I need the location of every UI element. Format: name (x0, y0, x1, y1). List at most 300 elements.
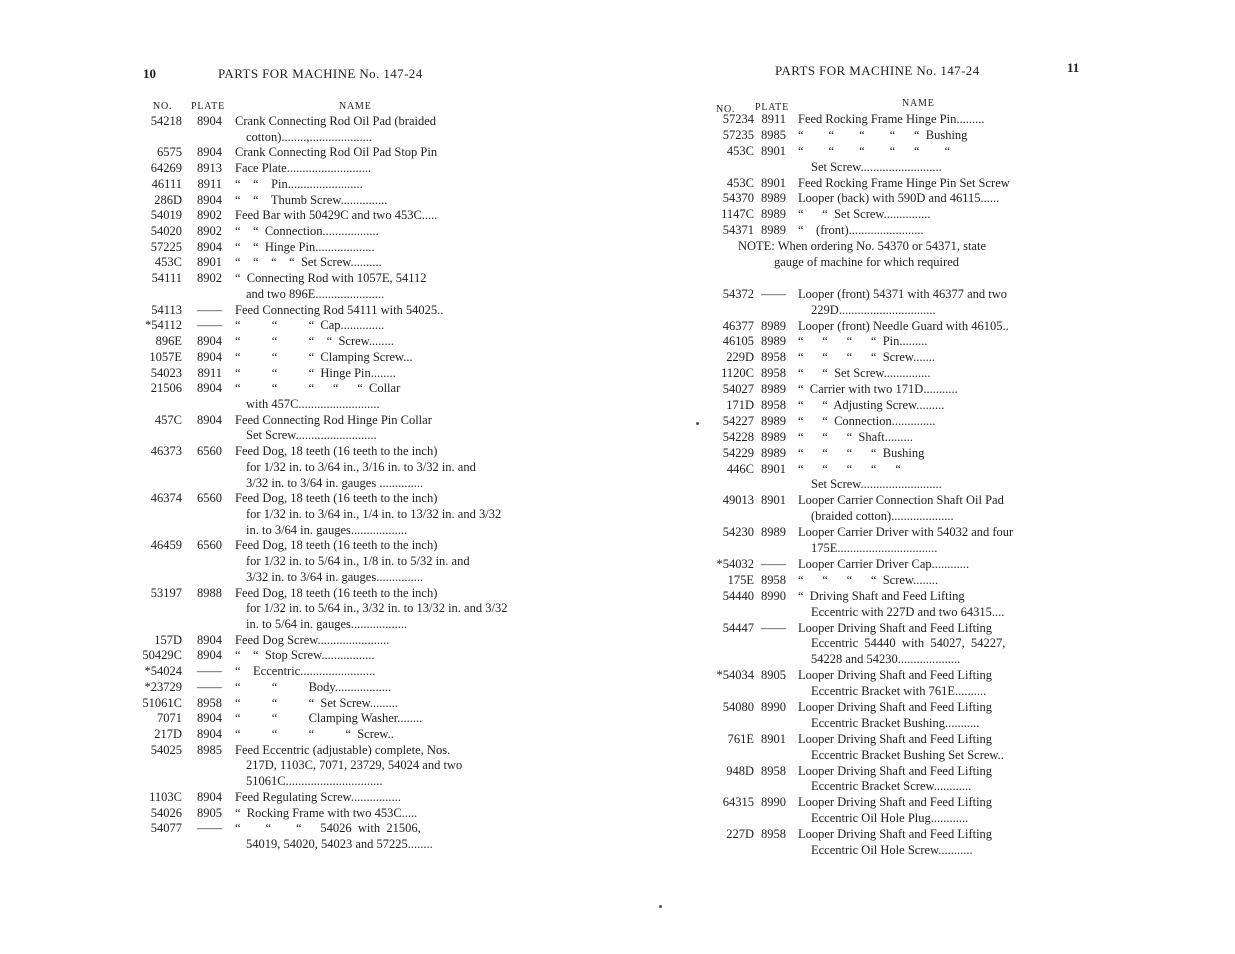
part-row-continuation (0, 837, 600, 853)
plate-number: 8904 (197, 145, 222, 160)
part-row (0, 318, 600, 334)
part-number: 46377 (722, 318, 754, 333)
part-row-continuation (0, 507, 600, 523)
part-name: Looper Driving Shaft and Feed Lifting (798, 827, 993, 842)
part-row (618, 128, 1235, 144)
part-number: 54230 (722, 525, 754, 540)
part-row-continuation (618, 811, 1235, 827)
part-row (618, 827, 1235, 843)
column-header-plate: PLATE (191, 101, 225, 112)
part-number: 54229 (722, 445, 754, 460)
plate-number: 8958 (761, 350, 786, 365)
part-row (0, 444, 600, 460)
part-number: 64315 (722, 795, 754, 810)
part-number: 50429C (142, 648, 182, 663)
plate-number: 8901 (761, 493, 786, 508)
plate-number: 8911 (197, 365, 222, 380)
part-row (618, 382, 1235, 398)
part-name: “ “ “ “ “ Bushing (798, 127, 968, 142)
part-name: Feed Rocking Frame Hinge Pin Set Screw (798, 175, 1010, 190)
part-row-continuation (618, 509, 1235, 525)
plate-number: 8989 (761, 382, 786, 397)
plate-number: —— (197, 821, 222, 836)
part-name: Set Screw.......................... (811, 477, 942, 492)
part-name: “ “ Pin........................ (235, 176, 363, 191)
part-number: 171D (726, 398, 754, 413)
part-number: 7071 (157, 711, 182, 726)
part-row-continuation (618, 160, 1235, 176)
part-number: 453C (154, 255, 182, 270)
part-name: Eccentric Bracket Bushing Set Screw.. (811, 747, 1004, 762)
plate-number: 8958 (761, 398, 786, 413)
part-name: Looper (back) with 590D and 46115...... (798, 191, 1000, 206)
part-number: 54023 (150, 365, 182, 380)
part-row-continuation (0, 601, 600, 617)
part-name: “ “ Set Screw............... (798, 207, 931, 222)
part-row (0, 381, 600, 397)
part-number: 54227 (722, 413, 754, 428)
part-name: “ “ “ “ Screw........ (235, 334, 394, 349)
plate-number: 6560 (197, 538, 222, 553)
part-number: 64269 (150, 161, 182, 176)
part-name: “ “ “ 54026 with 21506, (235, 821, 421, 836)
part-number: 46105 (722, 334, 754, 349)
plate-number: —— (761, 620, 786, 635)
part-number: 54025 (150, 742, 182, 757)
part-number: 54370 (722, 191, 754, 206)
part-name: Feed Rocking Frame Hinge Pin......... (798, 112, 985, 126)
part-name: “ Carrier with two 171D........... (798, 382, 958, 397)
part-number: 229D (726, 350, 754, 365)
plate-number: —— (761, 286, 786, 301)
part-row-continuation (0, 758, 600, 774)
part-name: Feed Connecting Rod 54111 with 54025.. (235, 302, 444, 317)
part-row-continuation (618, 716, 1235, 732)
part-name: “ “ “ Clamping Screw... (235, 349, 413, 364)
plate-number: 8901 (761, 731, 786, 746)
part-row (618, 700, 1235, 716)
part-name: “ “ “ “ Set Screw.......... (235, 255, 382, 270)
part-name: Crank Connecting Rod Oil Pad Stop Pin (235, 145, 438, 160)
part-number: 54113 (151, 302, 182, 317)
part-row (0, 177, 600, 193)
part-row-continuation (618, 843, 1235, 859)
part-number: 217D (154, 727, 182, 742)
part-row (0, 806, 600, 822)
part-name: “ (front)........................ (798, 223, 924, 238)
plate-number: 8901 (197, 255, 222, 270)
part-row (618, 589, 1235, 605)
part-number: 46111 (151, 176, 182, 191)
ordering-note (618, 239, 1235, 255)
part-row (0, 271, 600, 287)
part-name: for 1/32 in. to 3/64 in., 1/4 in. to 13/32 in. and 3/32 (246, 506, 502, 521)
part-number: 948D (726, 763, 754, 778)
part-row (0, 208, 600, 224)
part-name: “ Rocking Frame with two 453C..... (235, 805, 418, 820)
part-name: “ Driving Shaft and Feed Lifting (798, 588, 965, 603)
part-name: for 1/32 in. to 3/64 in., 3/16 in. to 3/32 in. and (246, 459, 476, 474)
part-name: “ “ “ “ Screw........ (798, 572, 939, 587)
plate-number: 8904 (197, 334, 222, 349)
part-row (0, 350, 600, 366)
plate-number: 8904 (197, 789, 222, 804)
plate-number: 8989 (761, 318, 786, 333)
part-row (0, 633, 600, 649)
part-row (618, 446, 1235, 462)
plate-number: 8989 (761, 207, 786, 222)
part-number: 54372 (722, 286, 754, 301)
part-row-continuation (618, 477, 1235, 493)
part-number: 54440 (722, 588, 754, 603)
part-name: Eccentric with 227D and two 64315.... (811, 604, 1005, 619)
part-number: 53197 (150, 585, 182, 600)
part-row (0, 727, 600, 743)
part-number: 1120C (721, 366, 754, 381)
part-name: “ “ Body.................. (235, 679, 392, 694)
part-row-continuation (618, 271, 1235, 287)
part-number: 54447 (722, 620, 754, 635)
part-name: in. to 5/64 in. gauges.................. (246, 617, 408, 631)
part-row (618, 764, 1235, 780)
plate-number: 8989 (761, 334, 786, 349)
part-row (0, 586, 600, 602)
part-number: *54112 (144, 318, 182, 333)
plate-number: 8901 (761, 175, 786, 190)
plate-number: 8958 (761, 366, 786, 381)
scan-speck (696, 422, 699, 425)
part-row (0, 680, 600, 696)
part-name: Feed Eccentric (adjustable) complete, Nos. (235, 742, 451, 757)
part-row (0, 538, 600, 554)
plate-number: 8990 (761, 795, 786, 810)
right-page (618, 0, 1235, 954)
part-number: 46373 (150, 444, 182, 459)
plate-number: 8911 (761, 112, 786, 126)
part-name: in. to 3/64 in. gauges.................. (246, 522, 408, 537)
part-name: 51061C............................... (246, 774, 383, 789)
part-row-continuation (0, 130, 600, 146)
plate-number: —— (197, 664, 222, 679)
part-row-continuation (0, 554, 600, 570)
part-name: “ “ Adjusting Screw......... (798, 398, 945, 413)
part-name: 3/32 in. to 3/64 in. gauges............... (246, 569, 424, 584)
part-number: 157D (154, 632, 182, 647)
column-header-name: NAME (902, 98, 935, 109)
part-row (0, 224, 600, 240)
part-name: “ “ Stop Screw................. (235, 648, 375, 663)
part-row (618, 366, 1235, 382)
part-name: “ “ Connection.............. (798, 413, 936, 428)
plate-number: 8904 (197, 192, 222, 207)
part-row (618, 191, 1235, 207)
part-name: Eccentric Bracket Screw............ (811, 779, 972, 794)
plate-number: 8985 (197, 742, 222, 757)
column-header-no: NO. (153, 101, 173, 112)
part-name: “ “ Clamping Washer........ (235, 711, 423, 726)
plate-number: 8904 (197, 632, 222, 647)
part-name: (braided cotton).................... (811, 509, 954, 524)
part-number: 6575 (157, 145, 182, 160)
page-number: 11 (1067, 60, 1080, 75)
plate-number: 6560 (197, 491, 222, 506)
part-row (618, 732, 1235, 748)
part-name: for 1/32 in. to 5/64 in., 1/8 in. to 5/32 in. and (246, 554, 470, 569)
plate-number: 8985 (761, 127, 786, 142)
part-name: Set Screw.......................... (246, 428, 377, 443)
part-row (618, 621, 1235, 637)
part-name: “ “ “ “ “ Collar (235, 381, 401, 396)
part-name: Looper Carrier Driver Cap............ (798, 556, 970, 571)
part-row (0, 696, 600, 712)
part-name: Feed Dog, 18 teeth (16 teeth to the inch) (235, 444, 438, 459)
page-title: PARTS FOR MACHINE No. 147-24 (218, 66, 423, 81)
part-name: “ “ “ “ Pin......... (798, 334, 928, 349)
part-name: and two 896E...................... (246, 286, 385, 301)
part-name: for 1/32 in. to 5/64 in., 3/32 in. to 13/32 in. and 3/32 (246, 601, 508, 616)
part-row (618, 525, 1235, 541)
part-name: “ “ “ Cap.............. (235, 318, 385, 333)
column-header-name: NAME (339, 101, 372, 112)
plate-number: 6560 (197, 444, 222, 459)
part-name: “ “ “ Set Screw......... (235, 695, 399, 710)
part-name: “ “ Thumb Screw............... (235, 192, 388, 207)
part-row (0, 303, 600, 319)
part-number: 21506 (150, 381, 182, 396)
part-row-continuation (618, 303, 1235, 319)
plate-number: 8904 (197, 412, 222, 427)
page-number: 10 (143, 66, 156, 81)
part-name: NOTE: When ordering No. 54370 or 54371, state (738, 239, 986, 254)
part-number: 1147C (721, 207, 754, 222)
part-row-continuation (618, 652, 1235, 668)
plate-number: 8904 (197, 349, 222, 364)
part-name: Feed Dog, 18 teeth (16 teeth to the inch) (235, 538, 438, 553)
part-name: 175E................................ (811, 541, 938, 556)
part-row (0, 366, 600, 382)
part-row (0, 240, 600, 256)
part-name: Looper (front) Needle Guard with 46105.. (798, 318, 1009, 333)
part-number: 286D (154, 192, 182, 207)
part-row (0, 648, 600, 664)
part-number: 453C (726, 175, 754, 190)
part-name: Eccentric Bracket with 761E.......... (811, 684, 987, 699)
plate-number: 8904 (197, 711, 222, 726)
plate-number: —— (761, 556, 786, 571)
column-header-no: NO. (716, 104, 736, 115)
part-row-continuation (618, 684, 1235, 700)
part-row-continuation (0, 774, 600, 790)
plate-number: 8905 (197, 805, 222, 820)
part-number: 57235 (722, 127, 754, 142)
part-row-continuation (0, 460, 600, 476)
part-row (0, 193, 600, 209)
part-row (618, 795, 1235, 811)
plate-number: 8904 (197, 727, 222, 742)
part-name: Feed Dog Screw....................... (235, 632, 390, 647)
plate-number: 8989 (761, 525, 786, 540)
part-row-continuation (0, 428, 600, 444)
part-number: 54111 (151, 271, 182, 286)
part-row-continuation (618, 541, 1235, 557)
part-number: 54020 (150, 224, 182, 239)
part-row (0, 790, 600, 806)
part-number: 57225 (150, 239, 182, 254)
part-name: Eccentric Oil Hole Screw........... (811, 842, 973, 857)
part-name: Looper Driving Shaft and Feed Lifting (798, 795, 993, 810)
part-name: “ Eccentric........................ (235, 664, 376, 679)
part-number: 54027 (722, 382, 754, 397)
part-name: Eccentric Bracket Bushing........... (811, 715, 980, 730)
part-row-continuation (0, 397, 600, 413)
parts-list (0, 114, 600, 853)
plate-number: 8958 (197, 695, 222, 710)
plate-number: 8958 (761, 827, 786, 842)
part-row-continuation (618, 748, 1235, 764)
part-row-continuation (0, 287, 600, 303)
plate-number: 8901 (761, 143, 786, 158)
part-row (0, 161, 600, 177)
part-number: *23729 (144, 679, 182, 694)
part-name: 54019, 54020, 54023 and 57225........ (246, 837, 433, 852)
column-header-plate: PLATE (755, 102, 789, 113)
plate-number: —— (197, 679, 222, 694)
part-row (618, 414, 1235, 430)
plate-number: 8901 (761, 461, 786, 476)
part-name: Feed Regulating Screw................ (235, 789, 401, 804)
plate-number: 8989 (761, 413, 786, 428)
part-number: 175E (727, 572, 754, 587)
part-row-continuation (618, 636, 1235, 652)
part-name: Set Screw.......................... (811, 159, 942, 174)
plate-number: 8989 (761, 223, 786, 238)
part-number: *54032 (716, 556, 754, 571)
plate-number: —— (197, 302, 222, 317)
part-name: Eccentric 54440 with 54027, 54227, (811, 636, 1006, 651)
plate-number: 8905 (761, 668, 786, 683)
part-row (0, 491, 600, 507)
part-name: Looper Driving Shaft and Feed Lifting (798, 668, 993, 683)
part-row (618, 319, 1235, 335)
part-name: Looper Carrier Driver with 54032 and four (798, 525, 1014, 540)
page-title: PARTS FOR MACHINE No. 147-24 (775, 63, 980, 78)
part-number: 54019 (150, 208, 182, 223)
part-number: 46374 (150, 491, 182, 506)
plate-number: 8904 (197, 648, 222, 663)
part-row (618, 334, 1235, 350)
part-number: 51061C (142, 695, 182, 710)
scan-speck (659, 905, 662, 908)
part-name: Eccentric Oil Hole Plug............ (811, 811, 969, 826)
part-row-continuation (0, 476, 600, 492)
part-row-continuation (0, 617, 600, 633)
part-row (618, 350, 1235, 366)
part-name: Crank Connecting Rod Oil Pad (braided (235, 114, 437, 128)
part-row (618, 668, 1235, 684)
part-row (618, 430, 1235, 446)
part-row (618, 493, 1235, 509)
plate-number: 8990 (761, 588, 786, 603)
part-name: Feed Dog, 18 teeth (16 teeth to the inch) (235, 585, 438, 600)
part-name: Feed Connecting Rod Hinge Pin Collar (235, 412, 432, 427)
part-number: 896E (155, 334, 182, 349)
plate-number: 8911 (197, 176, 222, 191)
part-row (618, 573, 1235, 589)
part-row (0, 413, 600, 429)
part-number: 446C (726, 461, 754, 476)
part-number: 1103C (149, 789, 182, 804)
plate-number: 8958 (761, 572, 786, 587)
part-name: Looper Driving Shaft and Feed Lifting (798, 620, 993, 635)
part-name: 229D............................... (811, 302, 936, 317)
part-name: “ “ Hinge Pin................... (235, 239, 375, 254)
part-number: 54080 (722, 699, 754, 714)
part-row (618, 144, 1235, 160)
part-row (0, 821, 600, 837)
plate-number: 8958 (761, 763, 786, 778)
part-row-continuation (618, 779, 1235, 795)
plate-number: 8902 (197, 208, 222, 223)
part-name: gauge of machine for which required (774, 255, 959, 270)
plate-number: 8989 (761, 445, 786, 460)
part-name: Face Plate........................... (235, 161, 372, 176)
ordering-note (618, 255, 1235, 271)
part-name: Looper Driving Shaft and Feed Lifting (798, 763, 993, 778)
part-name: “ “ “ “ “ (798, 461, 901, 476)
part-row (0, 255, 600, 271)
plate-number: 8989 (761, 429, 786, 444)
part-row (618, 176, 1235, 192)
part-name: “ “ Connection.................. (235, 224, 379, 239)
part-number: 49013 (722, 493, 754, 508)
part-name: “ “ “ Hinge Pin........ (235, 365, 396, 380)
plate-number: 8990 (761, 699, 786, 714)
plate-number: 8902 (197, 271, 222, 286)
part-name: Feed Bar with 50429C and two 453C..... (235, 208, 438, 223)
part-row (0, 334, 600, 350)
part-row (618, 112, 1235, 128)
part-row (618, 207, 1235, 223)
part-number: 453C (726, 143, 754, 158)
part-name: Looper Driving Shaft and Feed Lifting (798, 731, 993, 746)
part-number: 457C (154, 412, 182, 427)
part-row (618, 287, 1235, 303)
part-name: “ “ “ “ Screw.. (235, 727, 394, 742)
part-number: 227D (726, 827, 754, 842)
part-number: 1057E (149, 349, 182, 364)
plate-number: 8904 (197, 381, 222, 396)
plate-number: —— (197, 318, 222, 333)
part-number: 57234 (722, 112, 754, 126)
part-number: 46459 (150, 538, 182, 553)
part-name: Looper Carrier Connection Shaft Oil Pad (798, 493, 1004, 508)
part-name: “ Connecting Rod with 1057E, 54112 (235, 271, 427, 286)
part-name: “ “ “ “ Bushing (798, 445, 925, 460)
plate-number: 8904 (197, 114, 222, 128)
part-number: 54218 (150, 114, 182, 128)
part-name: 3/32 in. to 3/64 in. gauges .............. (246, 475, 424, 490)
part-row (618, 223, 1235, 239)
part-name: “ “ “ Shaft......... (798, 429, 913, 444)
part-name: “ “ “ “ “ “ (798, 143, 951, 158)
part-name: Feed Dog, 18 teeth (16 teeth to the inch) (235, 491, 438, 506)
part-name: Looper (front) 54371 with 46377 and two (798, 286, 1007, 301)
part-number: *54024 (144, 664, 182, 679)
part-number: 54077 (150, 821, 182, 836)
part-number: 54371 (722, 223, 754, 238)
plate-number: 8902 (197, 224, 222, 239)
part-row (0, 711, 600, 727)
